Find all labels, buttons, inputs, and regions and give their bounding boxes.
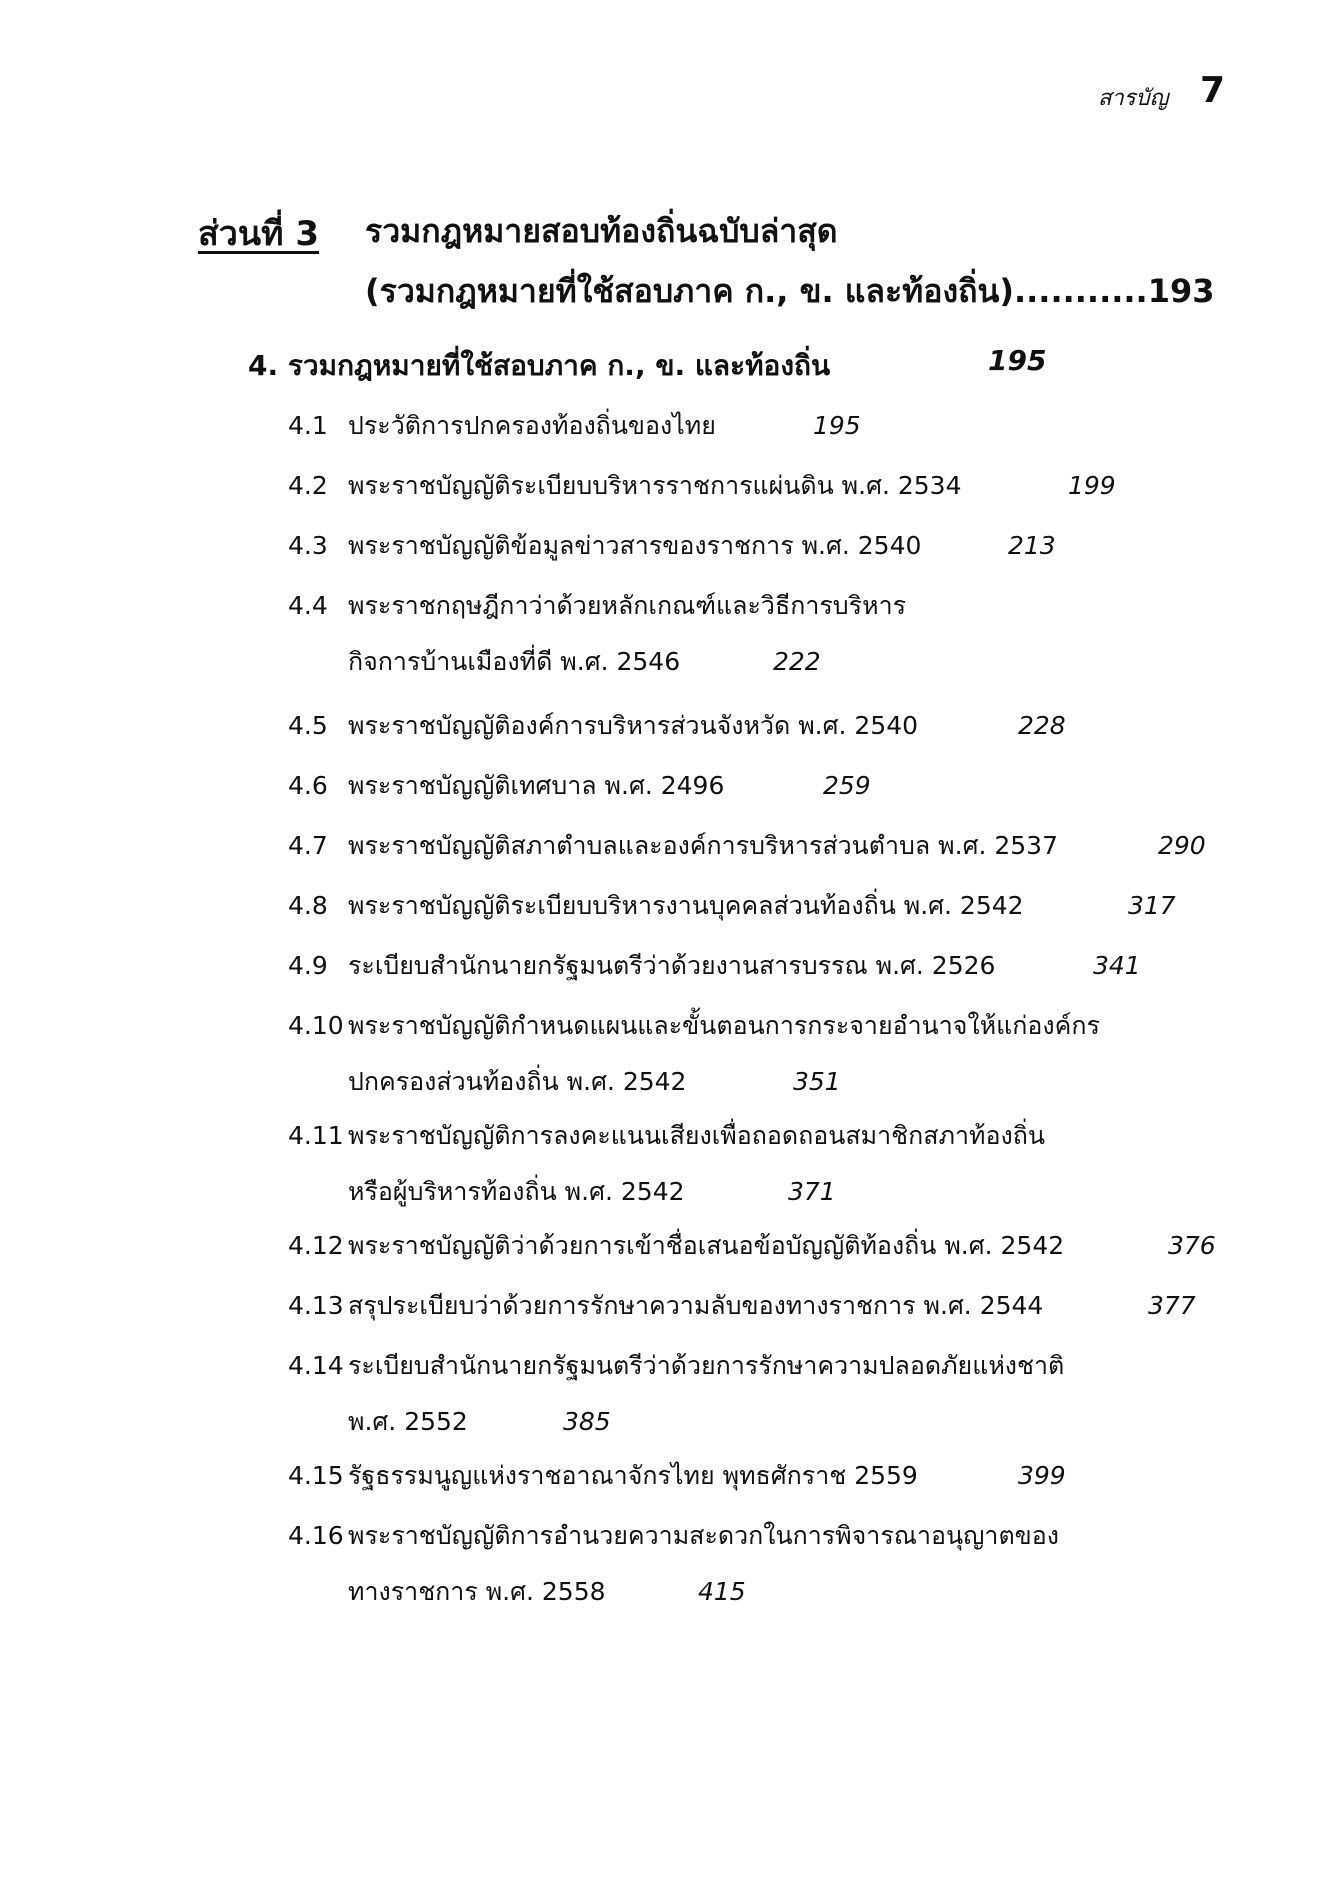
toc-item-number: 4.1 [288,411,328,440]
toc-item-title-cont: พ.ศ. 2552 [348,1407,468,1436]
toc-item-page: 222 [773,647,821,676]
toc-item-title-cont: กิจการบ้านเมืองที่ดี พ.ศ. 2546 [348,647,681,676]
toc-item-number: 4.13 [288,1291,344,1320]
header-page-number: 7 [1200,70,1226,111]
part-title-line2: (รวมกฎหมายที่ใช้สอบภาค ก., ข. และท้องถิ่น)...........193 [365,272,1215,310]
toc-item-title: พระราชบัญญัติข้อมูลข่าวสารของราชการ พ.ศ. 2540 [348,531,922,560]
toc-item-title: พระราชบัญญัติระเบียบบริหารงานบุคคลส่วนท้องถิ่น พ.ศ. 2542 [348,891,1024,920]
toc-item [288,878,1176,934]
toc-item-title: พระราชบัญญัติเทศบาล พ.ศ. 2496 [348,771,725,800]
toc-item-title: พระราชบัญญัติระเบียบบริหารราชการแผ่นดิน พ.ศ. 2534 [348,471,962,500]
toc-item-number: 4.12 [288,1231,344,1260]
toc-item-page: 290 [1158,831,1206,860]
toc-item-title: พระราชบัญญัติการลงคะแนนเสียงเพื่อถอดถอนสมาชิกสภาท้องถิ่น [348,1121,1045,1150]
toc-item-page: 415 [698,1577,746,1606]
toc-item-number: 4.15 [288,1461,344,1490]
toc-item-page: 317 [1128,891,1176,920]
section-page: 195 [988,344,1047,377]
toc-item [288,818,1206,874]
toc-item-number: 4.11 [288,1121,344,1150]
section-heading [248,344,1047,388]
toc-item [288,758,871,814]
section-title: 4. รวมกฎหมายที่ใช้สอบภาค ก., ข. และท้องถิ่น [248,349,831,382]
toc-item-page: 371 [788,1177,836,1206]
toc-item-title: พระราชบัญญัติว่าด้วยการเข้าชื่อเสนอข้อบัญญัติท้องถิ่น พ.ศ. 2542 [348,1231,1065,1260]
toc-item-title-cont: ปกครองส่วนท้องถิ่น พ.ศ. 2542 [348,1067,687,1096]
toc-item-page: 213 [1008,531,1056,560]
toc-item-title: พระราชบัญญัติองค์การบริหารส่วนจังหวัด พ.ศ. 2540 [348,711,919,740]
toc-item [288,1278,1196,1334]
part-label: ส่วนที่ 3 [198,214,319,254]
toc-item-page: 385 [563,1407,611,1436]
toc-item-title-cont: หรือผู้บริหารท้องถิ่น พ.ศ. 2542 [348,1177,685,1206]
toc-item [288,398,861,454]
toc-item [288,518,1056,574]
toc-item [288,1218,1216,1274]
toc-item [288,1448,1066,1504]
toc-item-title: พระราชบัญญัติกำหนดแผนและขั้นตอนการกระจายอำนาจให้แก่องค์กร [348,1011,1100,1040]
toc-item-title: พระราชบัญญัติการอำนวยความสะดวกในการพิจารณาอนุญาตของ [348,1521,1059,1550]
toc-item-page: 199 [1068,471,1116,500]
toc-item-number: 4.8 [288,891,328,920]
toc-item-title: ระเบียบสำนักนายกรัฐมนตรีว่าด้วยงานสารบรรณ พ.ศ. 2526 [348,951,996,980]
toc-item-title: สรุประเบียบว่าด้วยการรักษาความลับของทางราชการ พ.ศ. 2544 [348,1291,1044,1320]
toc-item-number: 4.4 [288,591,328,620]
toc-item [288,1108,1045,1220]
toc-item-page: 259 [823,771,871,800]
toc-item-number: 4.14 [288,1351,344,1380]
toc-item-number: 4.10 [288,1011,344,1040]
toc-item-title: รัฐธรรมนูญแห่งราชอาณาจักรไทย พุทธศักราช 2559 [348,1461,918,1490]
header-label: สารบัญ [1098,86,1169,111]
toc-item-page: 376 [1168,1231,1216,1260]
toc-item [288,578,906,690]
toc-item-number: 4.5 [288,711,328,740]
toc-item-page: 377 [1148,1291,1196,1320]
toc-item-number: 4.2 [288,471,328,500]
toc-item-number: 4.9 [288,951,328,980]
toc-item [288,1338,1064,1450]
part-title-line1: รวมกฎหมายสอบท้องถิ่นฉบับล่าสุด [365,212,838,250]
toc-item-page: 341 [1093,951,1141,980]
toc-item-title: พระราชกฤษฎีกาว่าด้วยหลักเกณฑ์และวิธีการบริหาร [348,591,907,620]
toc-item-title: พระราชบัญญัติสภาตำบลและองค์การบริหารส่วนตำบล พ.ศ. 2537 [348,831,1058,860]
toc-item-title: ประวัติการปกครองท้องถิ่นของไทย [348,411,716,440]
toc-item-number: 4.6 [288,771,328,800]
toc-item [288,998,1100,1110]
toc-item-title: ระเบียบสำนักนายกรัฐมนตรีว่าด้วยการรักษาความปลอดภัยแห่งชาติ [348,1351,1065,1380]
toc-item-page: 195 [813,411,861,440]
toc-item-number: 4.7 [288,831,328,860]
toc-item-page: 351 [793,1067,841,1096]
toc-item [288,1508,1059,1620]
toc-item-page: 228 [1018,711,1066,740]
toc-item [288,698,1066,754]
toc-item-number: 4.3 [288,531,328,560]
toc-item-title-cont: ทางราชการ พ.ศ. 2558 [348,1577,606,1606]
toc-item-number: 4.16 [288,1521,344,1550]
toc-item [288,938,1141,994]
toc-item [288,458,1116,514]
toc-item-page: 399 [1018,1461,1066,1490]
